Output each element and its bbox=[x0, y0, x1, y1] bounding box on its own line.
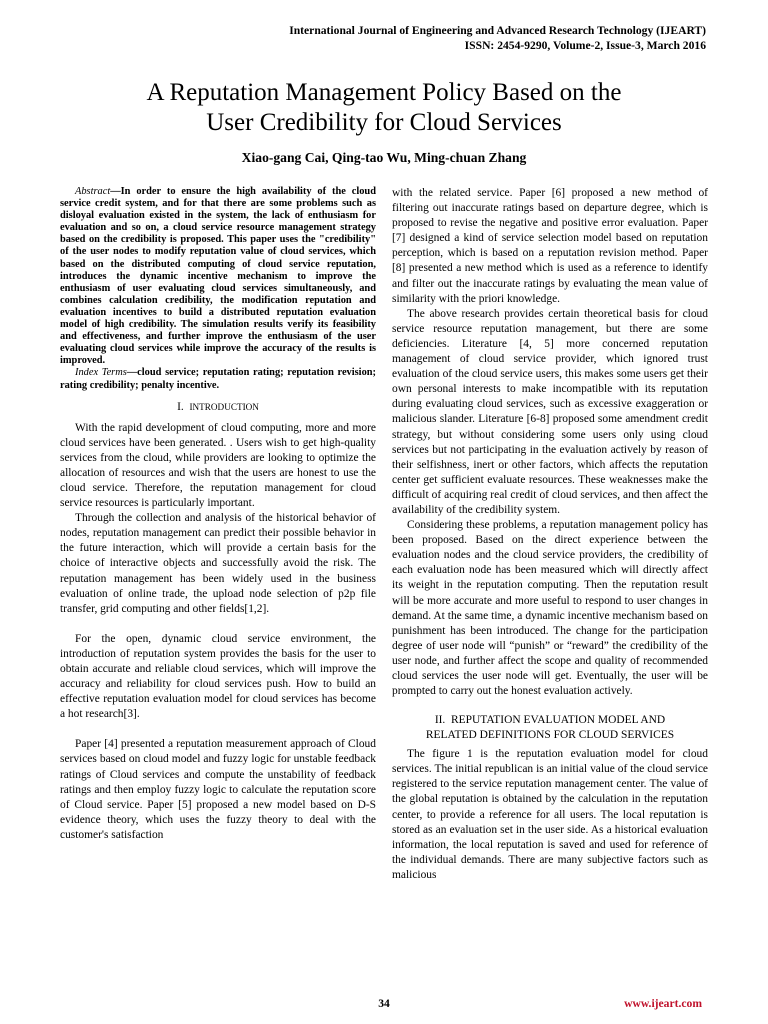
section-heading-model bbox=[392, 713, 708, 743]
paragraph: For the open, dynamic cloud service environment, the introduction of reputation system provides the basis for the user to obtain accurate and reliable cloud services, which will improve the accuracy and reliability for cloud services push. How to build an effective reputation evaluation model for cloud services has become a hot research[3]. bbox=[60, 632, 376, 721]
right-column bbox=[392, 186, 708, 883]
abstract bbox=[60, 186, 376, 367]
index-terms-text: —cloud service; reputation rating; reputation revision; rating credibility; penalty incentive. bbox=[60, 367, 377, 391]
paragraph: with the related service. Paper [6] proposed a new method of filtering out inaccurate ratings based on departure degree, which is proposed to revise the negative and positive error evaluation. Paper [7] designed a kind of service selection model based on reputation perception, which is based on a reputation revision method. Paper [8] presented a new method which is used as a reference to identify and filter out the inaccurate ratings by evaluating the mean value of similarity with the priori knowledge. bbox=[392, 187, 708, 305]
section-2-title-line-2: RELATED DEFINITIONS FOR CLOUD SERVICES bbox=[425, 729, 675, 742]
paper-title-line-2: User Credibility for Cloud Services bbox=[206, 109, 562, 136]
section-1-number: I. bbox=[177, 400, 184, 413]
index-terms-label: Index Terms bbox=[75, 367, 127, 379]
section-2-title-line-1: REPUTATION EVALUATION MODEL AND bbox=[451, 714, 666, 727]
authors: Xiao-gang Cai, Qing-tao Wu, Ming-chuan Zhang bbox=[241, 150, 527, 165]
paragraph: Paper [4] presented a reputation measurement approach of Cloud services based on cloud model and fuzzy logic for unstable feedback ratings of Cloud services and compute the unstability of feedback ratings and then employ fuzzy logic to calculate the reputation score of Cloud service. Paper [5] proposed a new model based on D-S evidence theory, which uses the fuzzy theory to deal with the customer's satisfaction bbox=[60, 738, 376, 841]
section-heading-introduction bbox=[60, 400, 376, 415]
journal-name: International Journal of Engineering and Advanced Research Technology (IJEART) bbox=[289, 24, 706, 37]
paper-title bbox=[0, 78, 768, 138]
section-2-number: II. bbox=[434, 714, 446, 727]
paragraph: The above research provides certain theoretical basis for cloud service resource reputation management, but there are some deficiencies. Literature [4, 5] more concerned reputation management of cloud service provider, which ignored trust evaluation of the cloud service users, this makes some users get their own personal interests to make incompatible with its reputation during evaluating cloud services, such as excessive exaggeration or malicious slander. Literature [6-8] proposed some amendment credit strategy, but without considering some users only using cloud services but not participating in the evaluation actively by reason of their selfishness, inert or other factors, which affects the reputation center get sufficient evaluate resources. These weaknesses make the difficult of acquiring real credit of cloud services, and then affect the availability of the credibility system. bbox=[392, 307, 708, 516]
journal-url-link[interactable]: www.ijeart.com bbox=[624, 997, 702, 1010]
index-terms bbox=[60, 367, 376, 391]
paragraph: Considering these problems, a reputation management policy has been proposed. Based on the direct experience between the evaluation nodes and the cloud service providers, the credibility of each evaluation node has been measured which will directly affect its weight in the reputation computing. Then the reputation result will be more accurate and more useful to respond to user changes in demand. At the same time, a dynamic incentive mechanism based on punishment has been introduced. The change for the participation degree of user node will “punish” or “reward” the credibility of the user node, and further affect the scope and quality of recommended cloud services the user node will get. Eventually, the user will be prompted to carry out the honest evaluation actively. bbox=[392, 519, 708, 698]
journal-issn: ISSN: 2454-9290, Volume-2, Issue-3, March 2016 bbox=[464, 38, 706, 52]
left-column bbox=[60, 186, 376, 843]
paper-title-line-1: A Reputation Management Policy Based on the bbox=[146, 79, 622, 106]
paragraph: With the rapid development of cloud computing, more and more cloud services have been generated. . Users wish to get high-quality services from the cloud, while providers are looking to optimize the allocation of resources and wish that the users are honest to use the cloud service. Therefore, the reputation management for cloud service resources is particularly important. bbox=[60, 421, 376, 510]
abstract-text: —In order to ensure the high availability of the cloud service credit system, and for that there are some problems such as disloyal evaluation existed in the system, the lack of enthusiasm for evaluation and so on, a cloud service resource management strategy based on the credibility is proposed. This paper uses the "credibility" of the user nodes to modify reputation value of cloud services, which based on the distributed computing of cloud service reputation, introduces the dynamic incentive mechanism to improve the enthusiasm of user evaluating cloud services simultaneously, and combines calculation credibility, the modification reputation and evaluation incentives to build a distributed reputation evaluation model of high credibility. The simulation results verify its feasibility and effectiveness, and further improve the enthusiasm of the user evaluating cloud services while improve the accuracy of the results is improved. bbox=[60, 186, 376, 367]
paragraph: The figure 1 is the reputation evaluation model for cloud services. The initial republican is an initial value of the cloud service registered to the service reputation management center. The value of the global reputation is obtained by the calculation in the reputation center, to provide a reference for all users. The local reputation is stored as an evaluation set in the user side. As a historical evaluation information, the local reputation is saved and used for reference of the individual demands. There are many subjective factors such as malicious bbox=[392, 748, 708, 881]
abstract-label: Abstract bbox=[75, 186, 111, 197]
journal-header bbox=[289, 24, 706, 53]
page-number: 34 bbox=[378, 997, 390, 1010]
paragraph: Through the collection and analysis of the historical behavior of nodes, reputation management can predict their possible behavior in the future interaction, which will provide a certain basis for the choice of interactive objects and successfully avoid the risk. The reputation management has been widely used in the business evaluation of online trade, the upload node selection of p2p file transfer, grid computing and other fields[1,2]. bbox=[60, 512, 376, 615]
section-1-title: INTRODUCTION bbox=[189, 401, 259, 412]
